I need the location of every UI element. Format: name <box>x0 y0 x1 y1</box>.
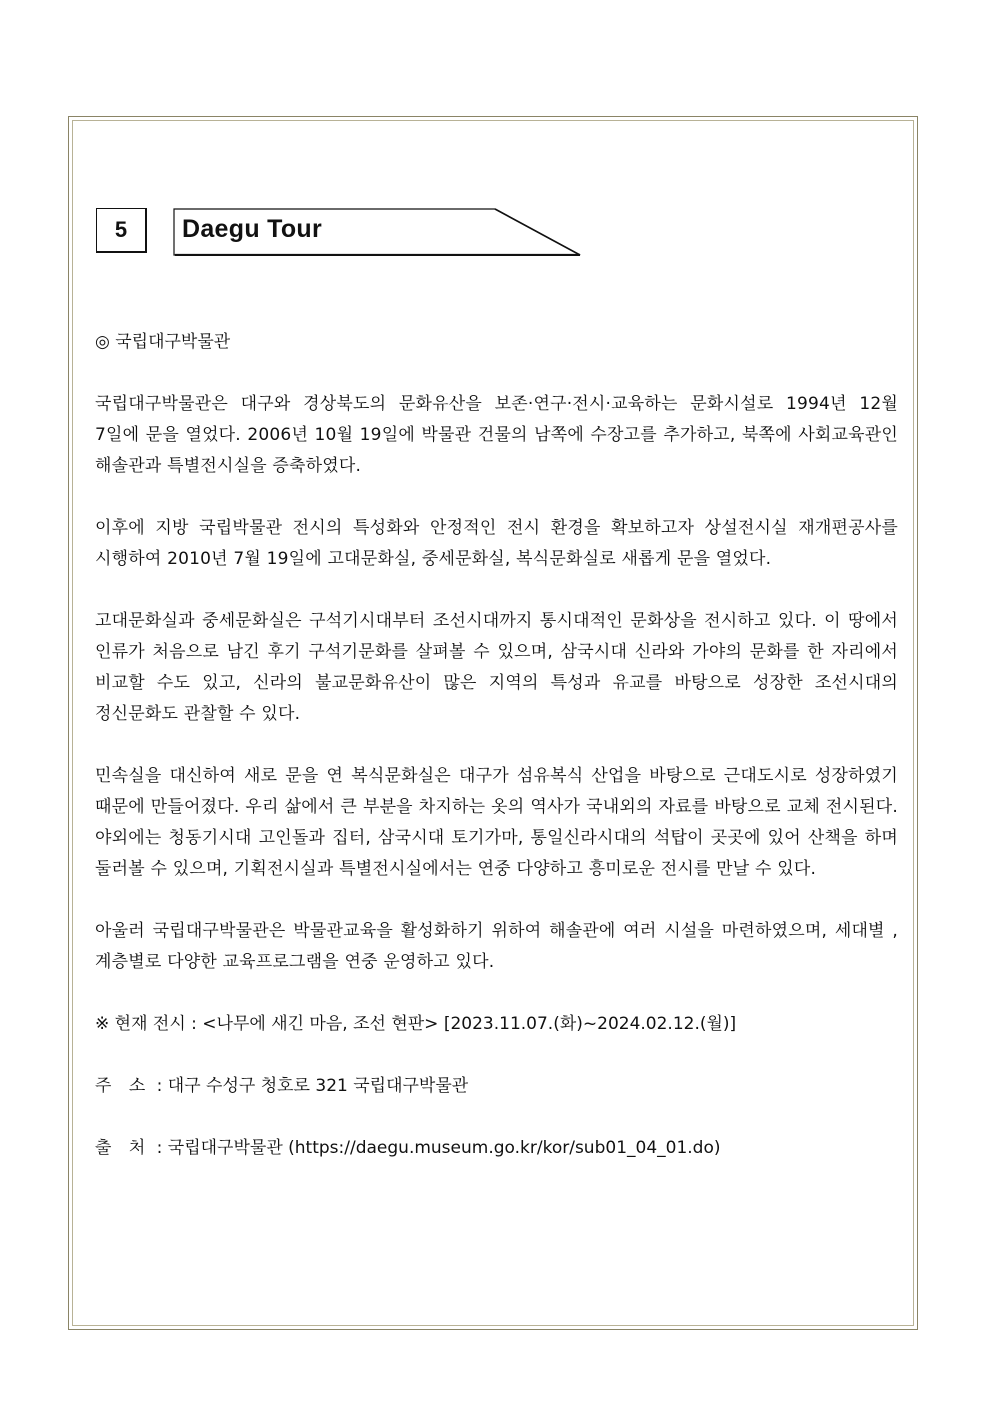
paragraph-renovation: 이후에 지방 국립박물관 전시의 특성화와 안정적인 전시 환경을 확보하고자 상설전시실 재개편공사를 시행하여 2010년 7월 19일에 고대문화실, 중세문화실, 복식문화실로 새롭게 문을 열었다. <box>95 518 898 569</box>
article-body <box>95 327 898 1164</box>
paragraph-education: 아울러 국립대구박물관은 박물관교육을 활성화하기 위하여 해솔관에 여러 시설을 마련하였으며, 세대별 , 계층별로 다양한 교육프로그램을 연중 운영하고 있다. <box>95 921 898 972</box>
current-exhibition-note: ※ 현재 전시 : <나무에 새긴 마음, 조선 현판> [2023.11.07.(화)~2024.02.12.(월)] <box>95 1014 737 1034</box>
section-title-tab <box>173 208 583 256</box>
section-number: 5 <box>114 217 128 242</box>
paragraph-intro: 국립대구박물관은 대구와 경상북도의 문화유산을 보존·연구·전시·교육하는 문화시설로 1994년 12월 7일에 문을 열었다. 2006년 10월 19일에 박물관 건물의 남쪽에 수장고를 추가하고, 북쪽에 사회교육관인 해솔관과 특별전시실을 증축하였다. <box>95 394 898 476</box>
section-title: Daegu Tour <box>182 215 323 243</box>
source-value: : 국립대구박물관 (https://daegu.museum.go.kr/kor/sub01_04_01.do) <box>156 1138 721 1158</box>
address-value: : 대구 수성구 청호로 321 국립대구박물관 <box>156 1076 469 1096</box>
address-line <box>95 1071 898 1102</box>
paragraph-galleries: 고대문화실과 중세문화실은 구석기시대부터 조선시대까지 통시대적인 문화상을 전시하고 있다. 이 땅에서 인류가 처음으로 남긴 후기 구석기문화를 살펴볼 수 있으며, 삼국시대 신라와 가야의 문화를 한 자리에서 비교할 수도 있고, 신라의 불교문화유산이 많은 지역의 특성과 유교를 바탕으로 성장한 조선시대의 정신문화도 관찰할 수 있다. <box>95 611 898 724</box>
section-number-box <box>96 208 147 253</box>
source-label: 출 처 <box>95 1138 152 1158</box>
museum-heading: ◎ 국립대구박물관 <box>95 332 231 352</box>
source-line <box>95 1133 898 1164</box>
paragraph-costume-gallery: 민속실을 대신하여 새로 문을 연 복식문화실은 대구가 섬유복식 산업을 바탕으로 근대도시로 성장하였기 때문에 만들어졌다. 우리 삶에서 큰 부분을 차지하는 옷의 역사가 국내외의 자료를 바탕으로 교체 전시된다. 야외에는 청동기시대 고인돌과 집터, 삼국시대 토기가마, 통일신라시대의 석탑이 곳곳에 있어 산책을 하며 둘러볼 수 있으며, 기획전시실과 특별전시실에서는 연중 다양하고 흥미로운 전시를 만날 수 있다. <box>95 766 898 879</box>
address-label: 주 소 <box>95 1076 152 1096</box>
